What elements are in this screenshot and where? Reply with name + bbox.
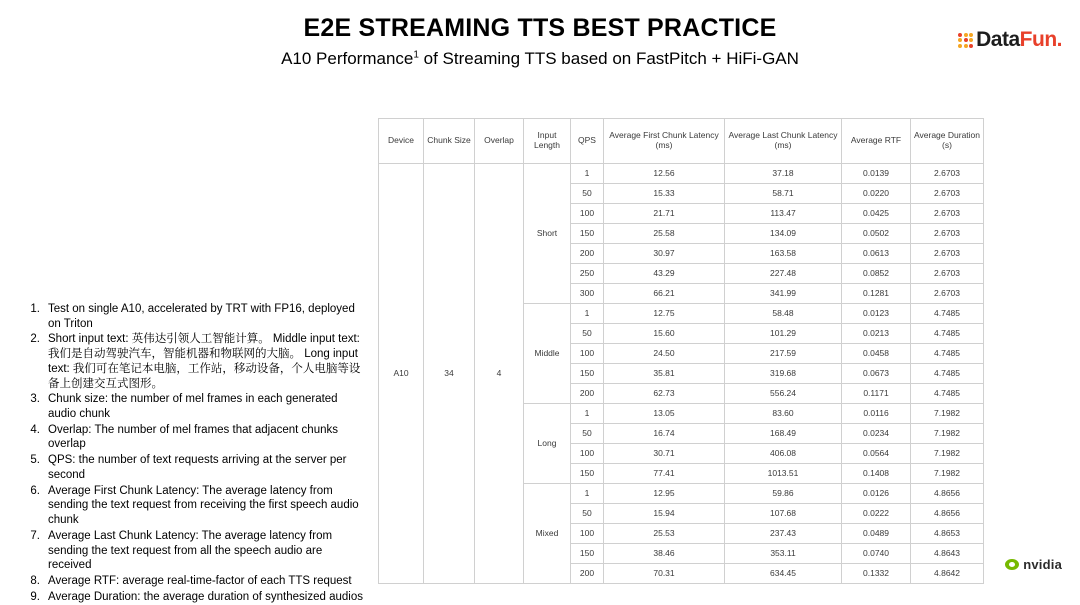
cell-rtf: 0.0220: [842, 184, 911, 204]
list-item-text: Average Duration: the average duration of synthesized audios: [48, 590, 363, 603]
cell-last-chunk-latency: 406.08: [725, 444, 842, 464]
cell-duration: 4.7485: [911, 344, 984, 364]
cell-duration: 7.1982: [911, 424, 984, 444]
cell-first-chunk-latency: 62.73: [604, 384, 725, 404]
cell-duration: 4.7485: [911, 324, 984, 344]
cell-first-chunk-latency: 38.46: [604, 544, 725, 564]
cell-duration: 2.6703: [911, 244, 984, 264]
list-item-text: Short input text: 英伟达引领人工智能计算。 Middle input text: 我们是自动驾驶汽车，智能机器和物联网的大脑。 Long input text: 我们可在笔记本电脑，工作站，移动设备，个人电脑等设备上创建交互式图形。: [48, 333, 361, 390]
cell-overlap: 4: [475, 164, 524, 584]
cell-last-chunk-latency: 1013.51: [725, 464, 842, 484]
cell-rtf: 0.1171: [842, 384, 911, 404]
cell-qps: 300: [571, 284, 604, 304]
cell-qps: 50: [571, 324, 604, 344]
column-header-input-length: Input Length: [524, 119, 571, 164]
cell-rtf: 0.0613: [842, 244, 911, 264]
cell-duration: 7.1982: [911, 404, 984, 424]
cell-first-chunk-latency: 21.71: [604, 204, 725, 224]
cell-rtf: 0.0852: [842, 264, 911, 284]
datafun-logo-text-2: Fun: [1019, 28, 1057, 51]
column-header-chunk-size: Chunk Size: [424, 119, 475, 164]
cell-duration: 2.6703: [911, 204, 984, 224]
cell-first-chunk-latency: 24.50: [604, 344, 725, 364]
datafun-logo-text: [976, 28, 1062, 52]
performance-table: [378, 118, 984, 584]
table-row: [379, 164, 984, 184]
list-item: [26, 453, 366, 482]
cell-last-chunk-latency: 227.48: [725, 264, 842, 284]
list-item: [26, 302, 366, 331]
cell-first-chunk-latency: 15.94: [604, 504, 725, 524]
cell-input-length-middle: Middle: [524, 304, 571, 404]
cell-rtf: 0.0139: [842, 164, 911, 184]
cell-qps: 150: [571, 544, 604, 564]
subtitle-pre: A10 Performance: [281, 49, 414, 68]
list-item: [26, 574, 366, 589]
cell-rtf: 0.0234: [842, 424, 911, 444]
cell-qps: 200: [571, 244, 604, 264]
list-item-number: 1.: [30, 303, 40, 315]
nvidia-logo-text: nvidia: [1023, 557, 1062, 572]
page-subtitle: [0, 49, 1080, 69]
cell-rtf: 0.1332: [842, 564, 911, 584]
cell-rtf: 0.0222: [842, 504, 911, 524]
cell-rtf: 0.0489: [842, 524, 911, 544]
cell-duration: 4.7485: [911, 384, 984, 404]
list-item-text: Average First Chunk Latency: The average latency from sending the text request from receiving the first speech audio chunk: [48, 484, 359, 527]
column-header-last-chunk-latency: Average Last Chunk Latency (ms): [725, 119, 842, 164]
column-header-qps: QPS: [571, 119, 604, 164]
footnotes-list: [26, 302, 366, 605]
cell-last-chunk-latency: 58.48: [725, 304, 842, 324]
cell-duration: 2.6703: [911, 284, 984, 304]
cell-qps: 100: [571, 524, 604, 544]
list-item: [26, 423, 366, 452]
nvidia-logo: [1005, 557, 1062, 572]
cell-duration: 4.8643: [911, 544, 984, 564]
cell-last-chunk-latency: 101.29: [725, 324, 842, 344]
subtitle-post: of Streaming TTS based on FastPitch + HiFi-GAN: [418, 49, 799, 68]
cell-last-chunk-latency: 341.99: [725, 284, 842, 304]
cell-last-chunk-latency: 59.86: [725, 484, 842, 504]
cell-last-chunk-latency: 163.58: [725, 244, 842, 264]
cell-last-chunk-latency: 556.24: [725, 384, 842, 404]
cell-rtf: 0.0123: [842, 304, 911, 324]
cell-last-chunk-latency: 134.09: [725, 224, 842, 244]
cell-first-chunk-latency: 12.95: [604, 484, 725, 504]
cell-duration: 7.1982: [911, 464, 984, 484]
cell-duration: 4.8656: [911, 484, 984, 504]
list-item-number: 8.: [30, 574, 40, 587]
list-item-number: 9.: [30, 590, 40, 603]
cell-device: A10: [379, 164, 424, 584]
cell-input-length-short: Short: [524, 164, 571, 304]
cell-qps: 50: [571, 184, 604, 204]
column-header-first-chunk-latency: Average First Chunk Latency (ms): [604, 119, 725, 164]
list-item-number: 7.: [30, 529, 40, 542]
cell-duration: 2.6703: [911, 164, 984, 184]
cell-input-length-mixed: Mixed: [524, 484, 571, 584]
list-item-number: 5.: [30, 454, 40, 467]
cell-chunk-size: 34: [424, 164, 475, 584]
cell-duration: 2.6703: [911, 264, 984, 284]
cell-duration: 7.1982: [911, 444, 984, 464]
cell-first-chunk-latency: 66.21: [604, 284, 725, 304]
cell-last-chunk-latency: 353.11: [725, 544, 842, 564]
cell-rtf: 0.0213: [842, 324, 911, 344]
column-header-device: Device: [379, 119, 424, 164]
datafun-logo-text-3: .: [1056, 28, 1062, 51]
cell-rtf: 0.0126: [842, 484, 911, 504]
cell-rtf: 0.1281: [842, 284, 911, 304]
list-item-text: Average Last Chunk Latency: The average latency from sending the text request from all the speech audio are received: [48, 529, 333, 572]
cell-duration: 2.6703: [911, 224, 984, 244]
list-item: [26, 332, 366, 391]
cell-qps: 1: [571, 164, 604, 184]
cell-duration: 4.8653: [911, 524, 984, 544]
column-header-duration: Average Duration (s): [911, 119, 984, 164]
cell-qps: 100: [571, 444, 604, 464]
datafun-logo-text-1: Data: [976, 28, 1020, 51]
cell-last-chunk-latency: 168.49: [725, 424, 842, 444]
cell-duration: 4.7485: [911, 304, 984, 324]
cell-duration: 2.6703: [911, 184, 984, 204]
cell-duration: 4.8656: [911, 504, 984, 524]
performance-table-container: [378, 118, 984, 584]
column-header-rtf: Average RTF: [842, 119, 911, 164]
cell-duration: 4.8642: [911, 564, 984, 584]
cell-first-chunk-latency: 25.58: [604, 224, 725, 244]
cell-rtf: 0.1408: [842, 464, 911, 484]
cell-qps: 250: [571, 264, 604, 284]
list-item-text: Average RTF: average real-time-factor of each TTS request: [48, 574, 352, 587]
list-item: [26, 529, 366, 573]
cell-rtf: 0.0740: [842, 544, 911, 564]
cell-qps: 100: [571, 344, 604, 364]
list-item-number: 3.: [30, 393, 40, 406]
cell-qps: 1: [571, 404, 604, 424]
cell-qps: 50: [571, 424, 604, 444]
list-item-number: 4.: [30, 423, 40, 436]
list-item-number: 2.: [30, 333, 40, 346]
list-item-text: Overlap: The number of mel frames that adjacent chunks overlap: [48, 423, 338, 451]
datafun-dots-icon: [958, 33, 973, 48]
cell-last-chunk-latency: 58.71: [725, 184, 842, 204]
list-item: [26, 392, 366, 421]
cell-qps: 200: [571, 384, 604, 404]
cell-rtf: 0.0564: [842, 444, 911, 464]
list-item: [26, 590, 366, 605]
cell-last-chunk-latency: 113.47: [725, 204, 842, 224]
cell-first-chunk-latency: 15.60: [604, 324, 725, 344]
list-item-text: Test on single A10, accelerated by TRT with FP16, deployed on Triton: [48, 303, 355, 330]
datafun-logo: [958, 28, 1062, 52]
cell-rtf: 0.0502: [842, 224, 911, 244]
list-item-number: 6.: [30, 484, 40, 497]
cell-first-chunk-latency: 15.33: [604, 184, 725, 204]
cell-first-chunk-latency: 70.31: [604, 564, 725, 584]
cell-qps: 1: [571, 304, 604, 324]
cell-first-chunk-latency: 35.81: [604, 364, 725, 384]
cell-rtf: 0.0425: [842, 204, 911, 224]
cell-last-chunk-latency: 107.68: [725, 504, 842, 524]
cell-first-chunk-latency: 30.71: [604, 444, 725, 464]
cell-first-chunk-latency: 12.56: [604, 164, 725, 184]
list-item: [26, 484, 366, 528]
cell-qps: 150: [571, 224, 604, 244]
cell-first-chunk-latency: 43.29: [604, 264, 725, 284]
cell-last-chunk-latency: 217.59: [725, 344, 842, 364]
cell-first-chunk-latency: 16.74: [604, 424, 725, 444]
list-item-text: QPS: the number of text requests arriving at the server per second: [48, 454, 347, 481]
cell-last-chunk-latency: 319.68: [725, 364, 842, 384]
cell-input-length-long: Long: [524, 404, 571, 484]
cell-last-chunk-latency: 83.60: [725, 404, 842, 424]
cell-rtf: 0.0116: [842, 404, 911, 424]
cell-last-chunk-latency: 237.43: [725, 524, 842, 544]
cell-qps: 1: [571, 484, 604, 504]
cell-rtf: 0.0458: [842, 344, 911, 364]
cell-last-chunk-latency: 634.45: [725, 564, 842, 584]
cell-qps: 200: [571, 564, 604, 584]
subtitle-footnote-marker: 1: [413, 49, 419, 61]
cell-first-chunk-latency: 25.53: [604, 524, 725, 544]
column-header-overlap: Overlap: [475, 119, 524, 164]
cell-qps: 150: [571, 464, 604, 484]
table-header: [379, 119, 984, 164]
cell-qps: 50: [571, 504, 604, 524]
cell-qps: 150: [571, 364, 604, 384]
cell-rtf: 0.0673: [842, 364, 911, 384]
list-item-text: Chunk size: the number of mel frames in each generated audio chunk: [48, 393, 338, 421]
cell-qps: 100: [571, 204, 604, 224]
cell-first-chunk-latency: 77.41: [604, 464, 725, 484]
nvidia-eye-icon: [1005, 559, 1019, 570]
cell-first-chunk-latency: 12.75: [604, 304, 725, 324]
table-header-row: [379, 119, 984, 164]
cell-first-chunk-latency: 13.05: [604, 404, 725, 424]
cell-duration: 4.7485: [911, 364, 984, 384]
table-body: [379, 164, 984, 584]
cell-last-chunk-latency: 37.18: [725, 164, 842, 184]
page-title: E2E STREAMING TTS BEST PRACTICE: [303, 14, 777, 42]
cell-first-chunk-latency: 30.97: [604, 244, 725, 264]
